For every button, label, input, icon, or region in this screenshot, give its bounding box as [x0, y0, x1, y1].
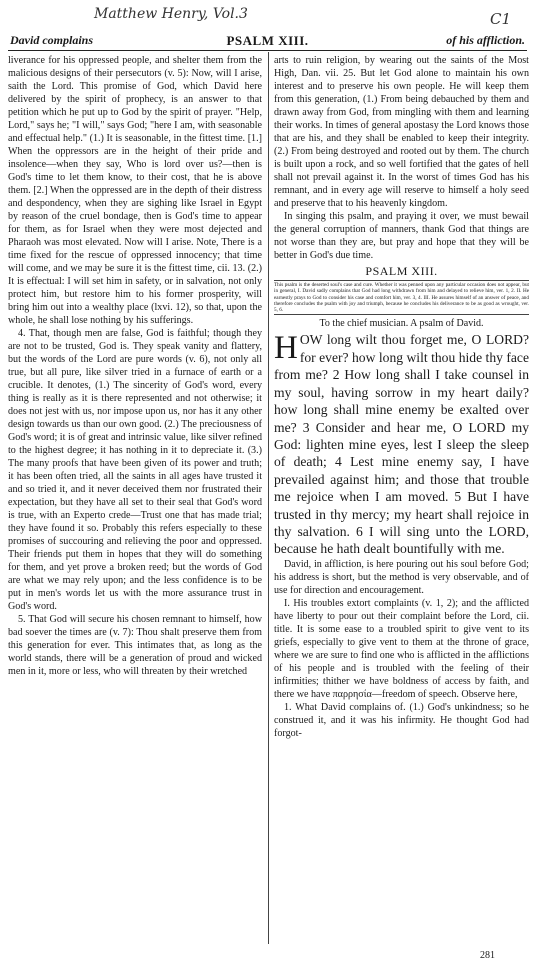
commentary-paragraph: In singing this psalm, and praying it over, we must bewail the general corruption of manners, thank God that things are not worse than they are, but pray and hope that they will be better in God's due time. — [274, 211, 529, 261]
corner-mark: C1 — [490, 10, 512, 28]
handwritten-title: Matthew Henry, Vol.3 — [94, 6, 248, 22]
page-number: 281 — [480, 950, 495, 961]
drop-cap: H — [274, 330, 298, 367]
right-column — [274, 54, 529, 740]
left-column — [8, 54, 262, 678]
commentary-paragraph: David, in affliction, is here pouring out his soul before God; his address is short, but the method is very observable, and of use for direction and encouragement. — [274, 558, 529, 596]
commentary-paragraph: I. His troubles extort complaints (v. 1, 2); and the afflicted have liberty to pour out their complaint before the Lord, cii. title. It is some ease to a troubled spirit to give vent to its griefs, especially to give vent to them at the throne of grace, where we are sure to find one who is afflicted in the afflictions of his people and is troubled with the feeling of their infirmities; thither we have boldness of access by faith, and there we have παρρησία—freedom of speech. Observe here, — [274, 597, 529, 700]
commentary-paragraph: arts to ruin religion, by wearing out the saints of the Most High, Dan. vii. 25. But let God alone to maintain his own interest and to preserve his own people. He will keep them from this generation, (1.) From being debauched by them and drawn away from God, from mingling with them and learning their works. In times of general apostasy the Lord knows those that are his, and they shall be enabled to keep their integrity. (2.) From being destroyed and rooted out by them. The church is built upon a rock, and so well fortified that the gates of hell shall not prevail against it. In the worst of times God has his remnant, and in every age will reserve to himself a holy seed and preserve that to his heavenly kingdom. — [274, 55, 529, 209]
running-head-title: PSALM XIII. — [226, 33, 309, 48]
verse-text: OW long wilt thou forget me, O LORD? for ever? how long wilt thou hide thy face from me? 2 How long shall I take counsel in my soul, having sorrow in my heart daily? how long shall mine enemy be exalted over me? 3 Consider and hear me, O LORD my God: lighten mine eyes, lest I sleep the sleep of death; 4 Lest mine enemy say, I have prevailed against him; and those that trouble me rejoice when I am moved. 5 But I have trusted in thy mercy; my heart shall rejoice in thy salvation. 6 I will sing unto the LORD, because he hath dealt bountifully with me. — [274, 332, 529, 557]
commentary-paragraph: 4. That, though men are false, God is faithful; though they are not to be trusted, God is. They speak vanity and flattery, but the words of the Lord are pure words (v. 6), not only all true, but all pure, like silver tried in a furnace of earth or a crucible. It denotes, (1.) The sincerity of God's word, every thing is really as it is there represented and not otherwise; it does not jest with us, nor impose upon us, nor has it any other design towards us than our own good. (2.) The preciousness of God's word; it is of great and intrinsic value, like silver refined to the highest degree; it has nothing in it to depreciate it. (3.) The many proofs that have been given of its power and truth; it has been often tried, all the saints in all ages have trusted it and so tried it, and it never deceived them nor frustrated their expectation, but they have all set to their seal that God's word is true, with an Experto crede—Trust one that has made trial; they have found it so. Probably this refers especially to these promises of succouring and relieving the poor and oppressed. Their friends put them in hopes that they will do something for them, and yet prove a broken reed; but the words of God are what we may rely upon; and the less confidence is to be put in men's words let us with the more assurance trust in God's word. — [8, 328, 262, 612]
psalm-superscription: To the chief musician. A psalm of David. — [319, 318, 484, 330]
commentary-paragraph: 5. That God will secure his chosen remnant to himself, how bad soever the times are (v. 7): Thou shalt preserve them from this generation for ever. This intimates that, as long as the world stands, there will be a generation of proud and wicked men in it, more or less, who will threaten by their wretched — [8, 614, 262, 677]
running-head-right: of his affliction. — [446, 33, 525, 47]
psalm-verses — [274, 331, 529, 557]
psalm-title: PSALM XIII. — [365, 264, 438, 278]
psalm-argument: This psalm is the deserted soul's case and cure. Whether it was penned upon any particular occasion does not appear, but in general, I. David sadly complains that God had long withdrawn from him and delayed to relieve him, ver. 1, 2. II. He earnestly prays to God to consider his case and comfort him, ver. 3, 4. III. He assures himself of an answer of peace, and therefore concludes the psalm with joy and triumph, because he concludes his deliverance to be as good as wrought, ver. 5, 6. — [274, 280, 529, 315]
header-rule — [8, 50, 527, 51]
running-head-left: David complains — [10, 33, 93, 47]
column-divider — [268, 52, 269, 944]
commentary-paragraph: 1. What David complains of. (1.) God's unkindness; so he construed it, and it was his infirmity. He thought God had forgot- — [274, 701, 529, 739]
running-head — [10, 33, 525, 49]
commentary-paragraph: liverance for his oppressed people, and shelter them from the malicious designs of their persecutors (v. 5): Now, will I arise, saith the Lord. This promise of God, which David here delivered by the spirit of prophecy, is an answer to that petition which he put up to God by the spirit of prayer. "Help, Lord," says he; "I will," says God; "here I am, with seasonable and effectual help." (1.) It is seasonable, in the fittest time. [1.] When the oppressors are in the height of their pride and insolence—when they say, Who is lord over us?—then is God's time to let them know, to their cost, that he is above them. [2.] When the oppressed are in the depth of their distress and despondency, when they are sighing like Israel in Egypt by reason of the cruel bondage, then is God's time to appear for them, as for Israel when they were most dejected and Pharaoh was most elevated. Now will I arise. Note, There is a time fixed for the rescue of oppressed innocency; that time will come, and we may be sure it is the fittest time, cii. 13. (2.) It is effectual: I will set him in safety, or in salvation, not only protect him, but restore him to his former prosperity, will bring him out into a wealthy place (lxvi. 12), so that, upon the whole, he shall lose nothing by his sufferings. — [8, 55, 262, 326]
